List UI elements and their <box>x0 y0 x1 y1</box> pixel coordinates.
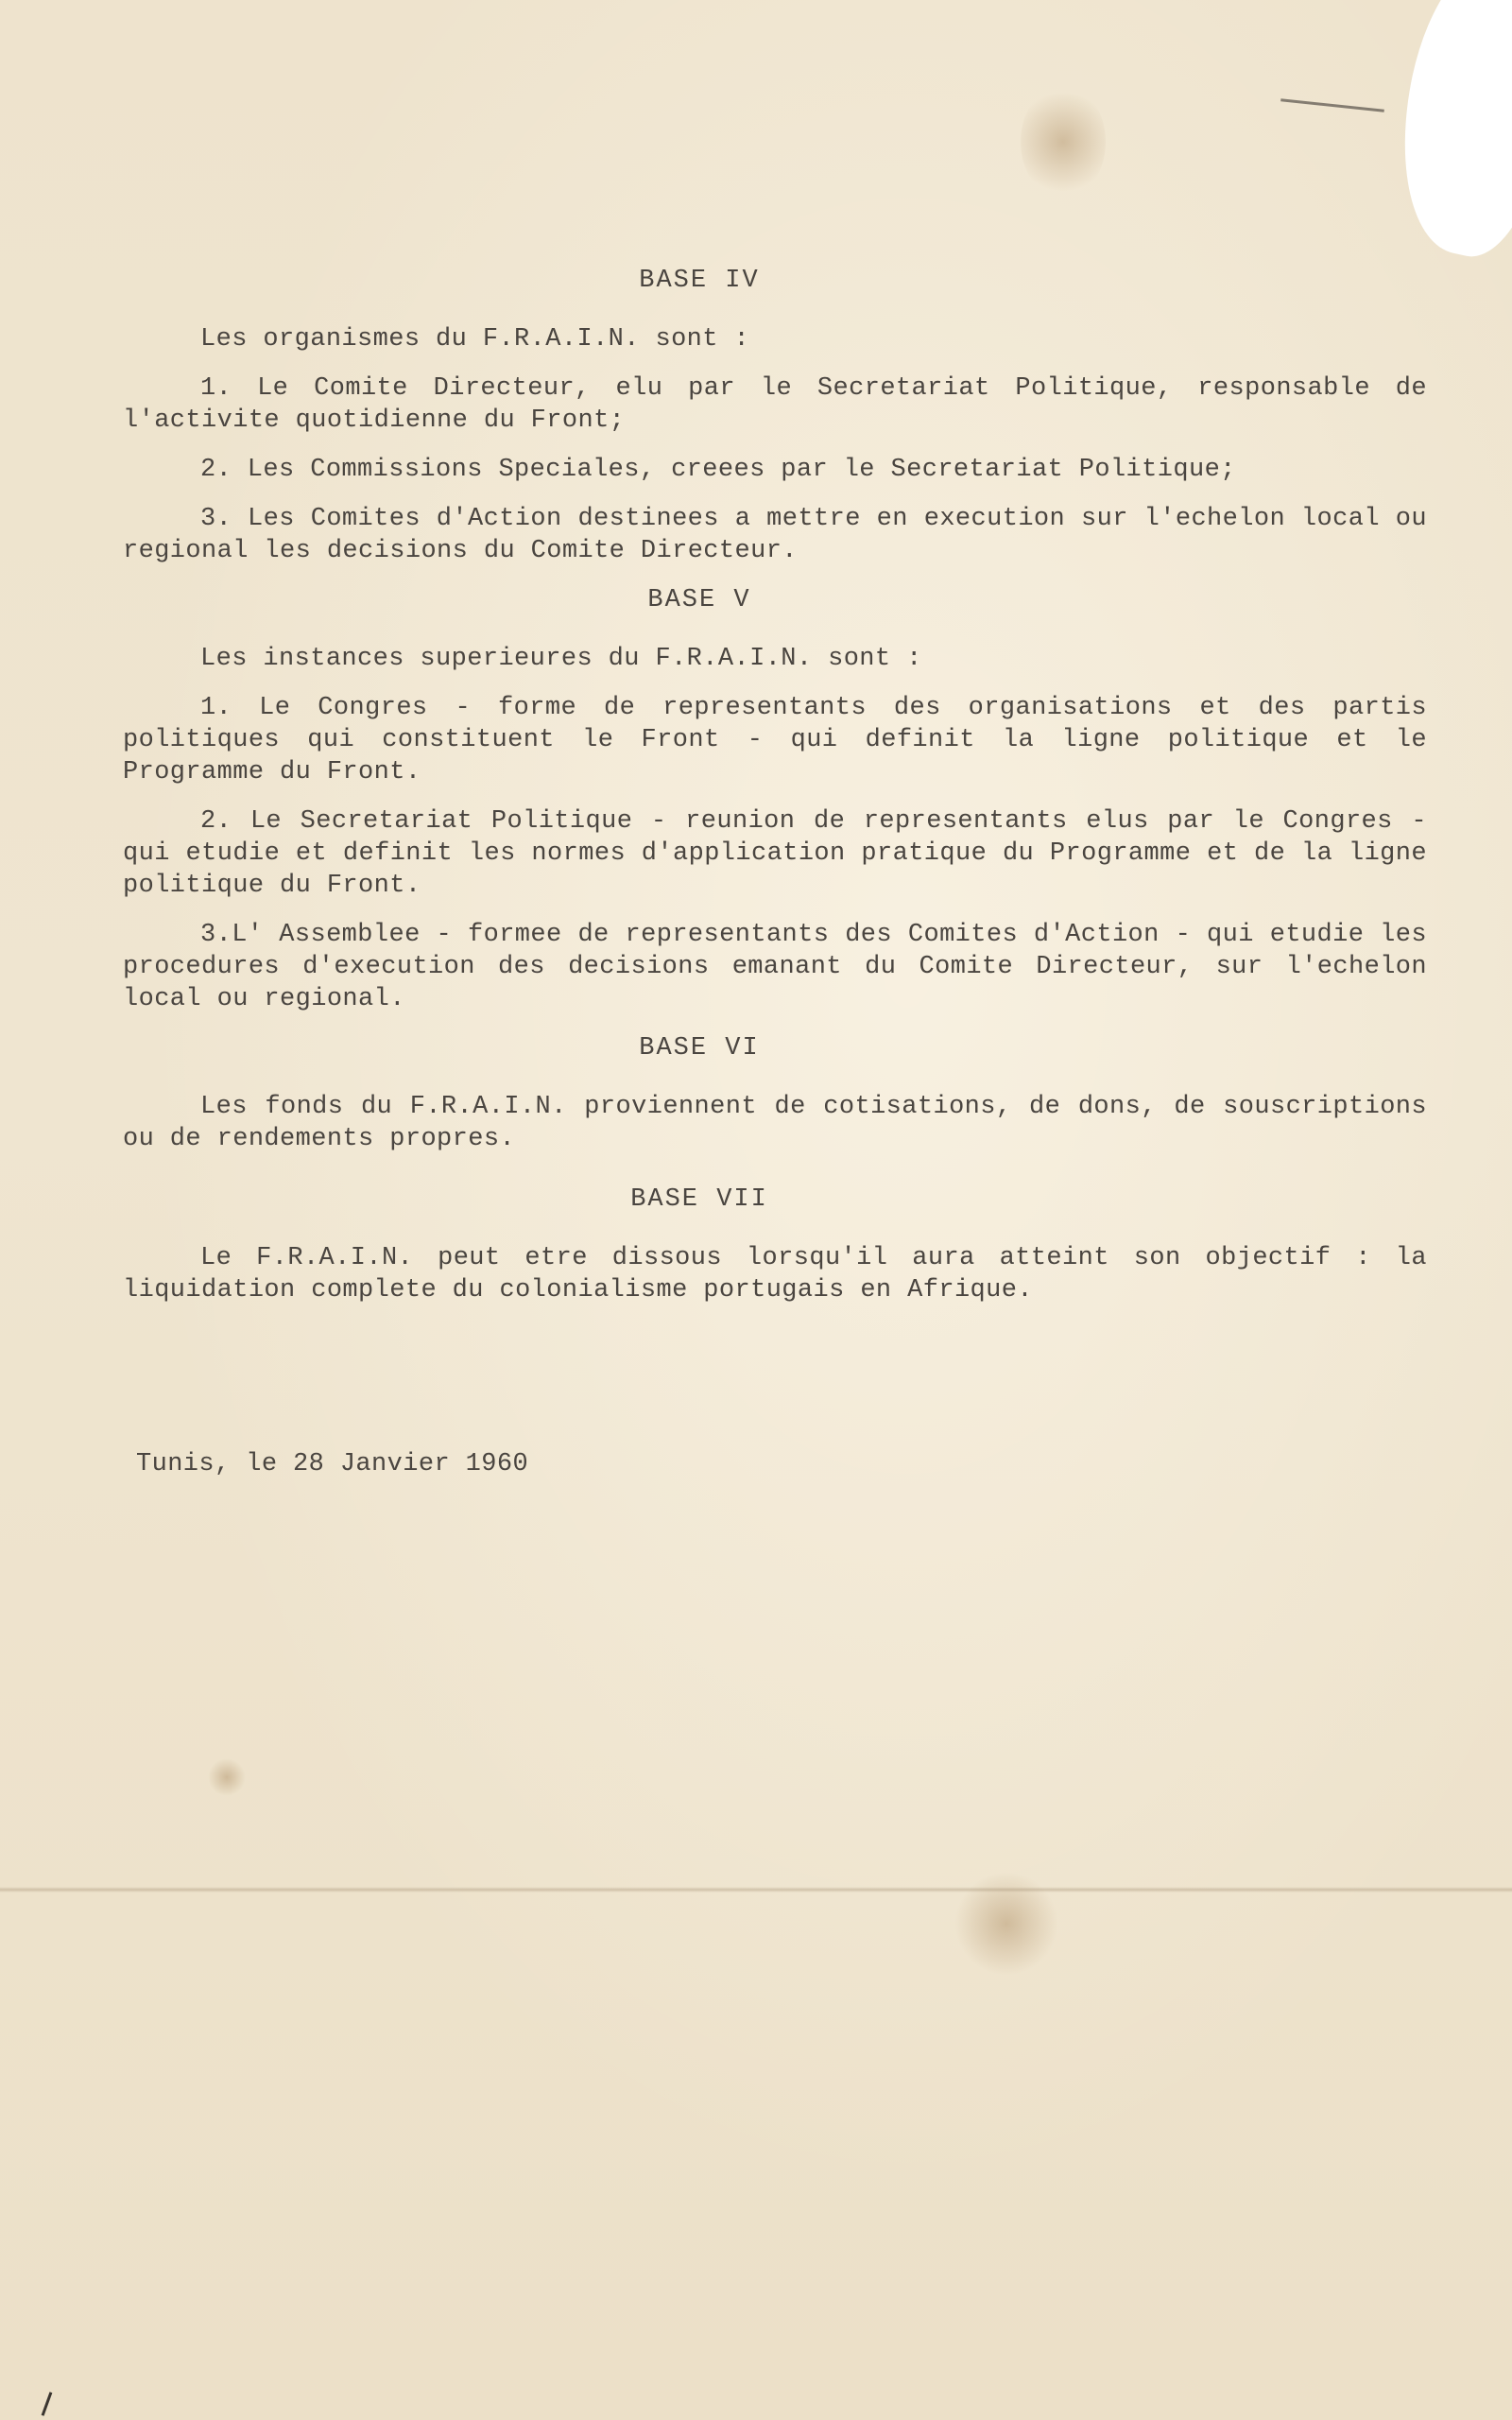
base-v-item-1: 1. Le Congres - forme de representants des organisations et des partis politiques qui constituent le Front - qui definit la ligne politique et le Programme du Front. <box>123 694 1427 786</box>
base-v-heading: BASE V <box>647 586 751 614</box>
base-vi-heading: BASE VI <box>639 1034 760 1063</box>
margin-mark <box>42 2392 53 2415</box>
base-vi-text: Les fonds du F.R.A.I.N. proviennent de cotisations, de dons, de souscriptions ou de rendements propres. <box>123 1093 1427 1153</box>
base-iv-intro: Les organismes du F.R.A.I.N. sont : <box>200 325 750 354</box>
base-v-item-2: 2. Le Secretariat Politique - reunion de representants elus par le Congres - qui etudie et definit les normes d'application pratique du Programme et de la ligne politique du Front. <box>123 807 1427 900</box>
base-v-item-3: 3.L' Assemblee - formee de representants des Comites d'Action - qui etudie les procedures d'execution des decisions emanant du Comite Directeur, sur l'echelon local ou regional. <box>123 921 1427 1013</box>
stain <box>1021 85 1106 199</box>
document-body <box>123 265 1427 1480</box>
base-vii-heading: BASE VII <box>630 1185 768 1214</box>
stain <box>208 1758 246 1796</box>
base-iv-item-2: 2. Les Commissions Speciales, creees par le Secretariat Politique; <box>200 456 1236 484</box>
base-iv-item-3: 3. Les Comites d'Action destinees a mettre en execution sur l'echelon local ou regional les decisions du Comite Directeur. <box>123 505 1427 565</box>
torn-corner <box>1378 0 1512 267</box>
place-date-signature: Tunis, le 28 Janvier 1960 <box>136 1450 529 1478</box>
fold-line <box>0 1887 1512 1893</box>
base-vii-text: Le F.R.A.I.N. peut etre dissous lorsqu'il aura atteint son objectif : la liquidation complete du colonialisme portugais en Afrique. <box>123 1244 1427 1305</box>
pen-mark <box>1280 98 1384 112</box>
base-v-intro: Les instances superieures du F.R.A.I.N. sont : <box>200 645 922 673</box>
base-iv-heading: BASE IV <box>639 267 760 295</box>
base-iv-item-1: 1. Le Comite Directeur, elu par le Secretariat Politique, responsable de l'activite quotidienne du Front; <box>123 374 1427 435</box>
